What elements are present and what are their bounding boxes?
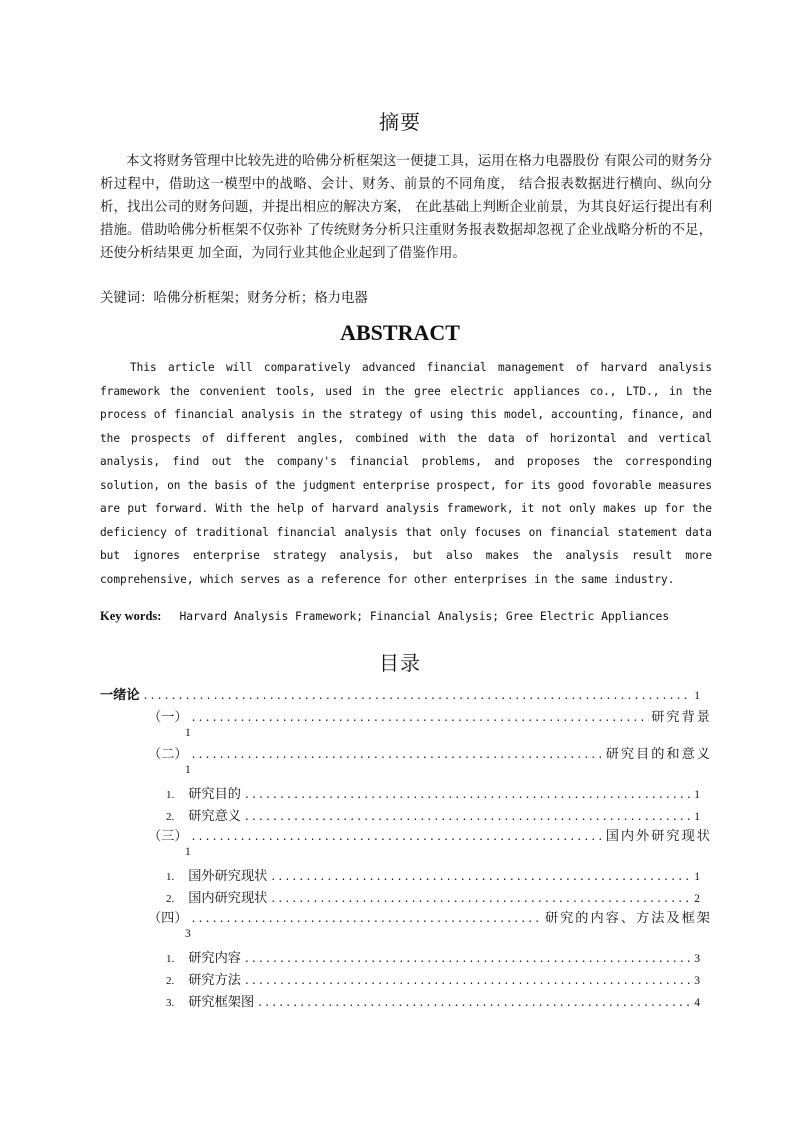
toc-entry-title: 研究的内容、方法及框架 [544, 911, 712, 926]
abstract-en-title: ABSTRACT [340, 320, 460, 345]
toc-entry-number: 3. [166, 997, 175, 1009]
toc-entry-title: 国内外研究现状 [605, 829, 712, 844]
toc-title: 目录 [379, 651, 421, 675]
toc-leader-dots [271, 866, 692, 886]
toc-entry-label: （四） [148, 911, 188, 926]
toc-entry-subsection[interactable] [166, 948, 700, 968]
toc-entry-page: 3 [185, 928, 191, 940]
toc-entry-label: （一） [148, 710, 188, 725]
toc-entry-number: 1. [166, 953, 175, 965]
toc-entry-subsection[interactable] [166, 992, 700, 1012]
toc-entry-label: 研究目的 [188, 787, 241, 802]
toc-leader-dots [271, 888, 692, 908]
toc-entry-number: 2. [166, 811, 175, 823]
toc-entry-number: 2. [166, 893, 175, 905]
toc-entry-number: 1. [166, 789, 175, 801]
abstract-cn-title: 摘要 [379, 110, 421, 134]
toc-entry-title: 研究背景 [651, 710, 712, 725]
toc-entry-label: 国内研究现状 [188, 891, 268, 906]
toc-entry-section[interactable] [148, 707, 712, 727]
toc-entry-page: 3 [694, 975, 700, 987]
toc-entry-label: 研究内容 [188, 951, 241, 966]
toc-entry-page: 1 [694, 871, 700, 883]
toc-leader-dots [192, 908, 543, 928]
toc-entry-page: 3 [694, 953, 700, 965]
toc-leader-dots [192, 707, 650, 727]
toc-entry-subsection[interactable] [166, 970, 700, 990]
abstract-en-body: This article will comparatively advanced financial management of harvard analysis framework the convenient tools, used in the gree electric appliances co., LTD., in the process of financial analysis in the strategy of using this model, accounting, finance, and the prospects of different angles, combined with the data of horizontal and vertical analysis, find out the company's financial problems, and proposes the corresponding solution, on the basis of the judgment enterprise prospect, for its good fovorable measures are put forward. With the help of harvard analysis framework, it not only makes up for the deficiency of traditional financial analysis that only focuses on financial statement data but ignores enterprise strategy analysis, but also makes the analysis result more comprehensive, which serves as a reference for other enterprises in the same industry. [100, 361, 712, 586]
toc-leader-dots [245, 784, 692, 804]
toc-entry-page: 1 [185, 764, 191, 776]
toc-entry-page: 1 [694, 789, 700, 801]
toc-leader-dots [192, 826, 604, 846]
toc-entry-subsection[interactable] [166, 888, 700, 908]
toc-leader-dots [245, 806, 692, 826]
toc-entry-page: 4 [694, 997, 700, 1009]
toc-entry-label: 国外研究现状 [188, 869, 268, 884]
toc-entry-label: 一绪论 [100, 688, 140, 703]
toc-entry-label: 研究方法 [188, 973, 241, 988]
toc-entry-subsection[interactable] [166, 784, 700, 804]
keywords-cn: 关键词：哈佛分析框架；财务分析；格力电器 [100, 291, 368, 306]
toc-entry-page: 1 [185, 727, 191, 739]
toc-leader-dots [258, 992, 692, 1012]
toc-entry-page: 2 [694, 893, 700, 905]
toc-entry-label: 研究框架图 [188, 995, 255, 1010]
toc-leader-dots [245, 948, 692, 968]
toc-leader-dots [245, 970, 692, 990]
keywords-en-value: Harvard Analysis Framework; Financial Analysis; Gree Electric Appliances [179, 610, 670, 623]
toc-entry-page: 1 [694, 690, 700, 702]
toc-leader-dots [192, 744, 604, 764]
toc-entry-label: （二） [148, 747, 188, 762]
keywords-en-label: Key words: [100, 609, 162, 623]
toc-entry-section[interactable] [148, 826, 712, 846]
toc-entry-section[interactable] [148, 744, 712, 764]
toc-entry-page: 1 [694, 811, 700, 823]
toc-entry-subsection[interactable] [166, 806, 700, 826]
toc-entry-section[interactable] [148, 908, 712, 928]
toc-entry-label: 研究意义 [188, 809, 241, 824]
toc-entry-page: 1 [185, 846, 191, 858]
toc-entry-label: （三） [148, 829, 188, 844]
toc-entry-number: 2. [166, 975, 175, 987]
abstract-cn-body: 本文将财务管理中比较先进的哈佛分析框架这一便捷工具，运用在格力电器股份 有限公司的财务分析过程中，借助这一模型中的战略、会计、财务、前景的不同角度， 结合报表数据进行横向、纵向分析，找出公司的财务问题，并提出相应的解决方案， 在此基础上判断企业前景，为其良好运行提出有利措施。借助哈佛分析框架不仅弥补 了传统财务分析只注重财务报表数据却忽视了企业战略分析的不足，还使分析结果更 加全面，为同行业其他企业起到了借鉴作用。 [100, 154, 712, 261]
toc-entry-chapter[interactable] [100, 685, 700, 705]
toc-entry-subsection[interactable] [166, 866, 700, 886]
toc-entry-title: 研究目的和意义 [605, 747, 712, 762]
toc-leader-dots [144, 685, 693, 705]
toc-entry-number: 1. [166, 871, 175, 883]
